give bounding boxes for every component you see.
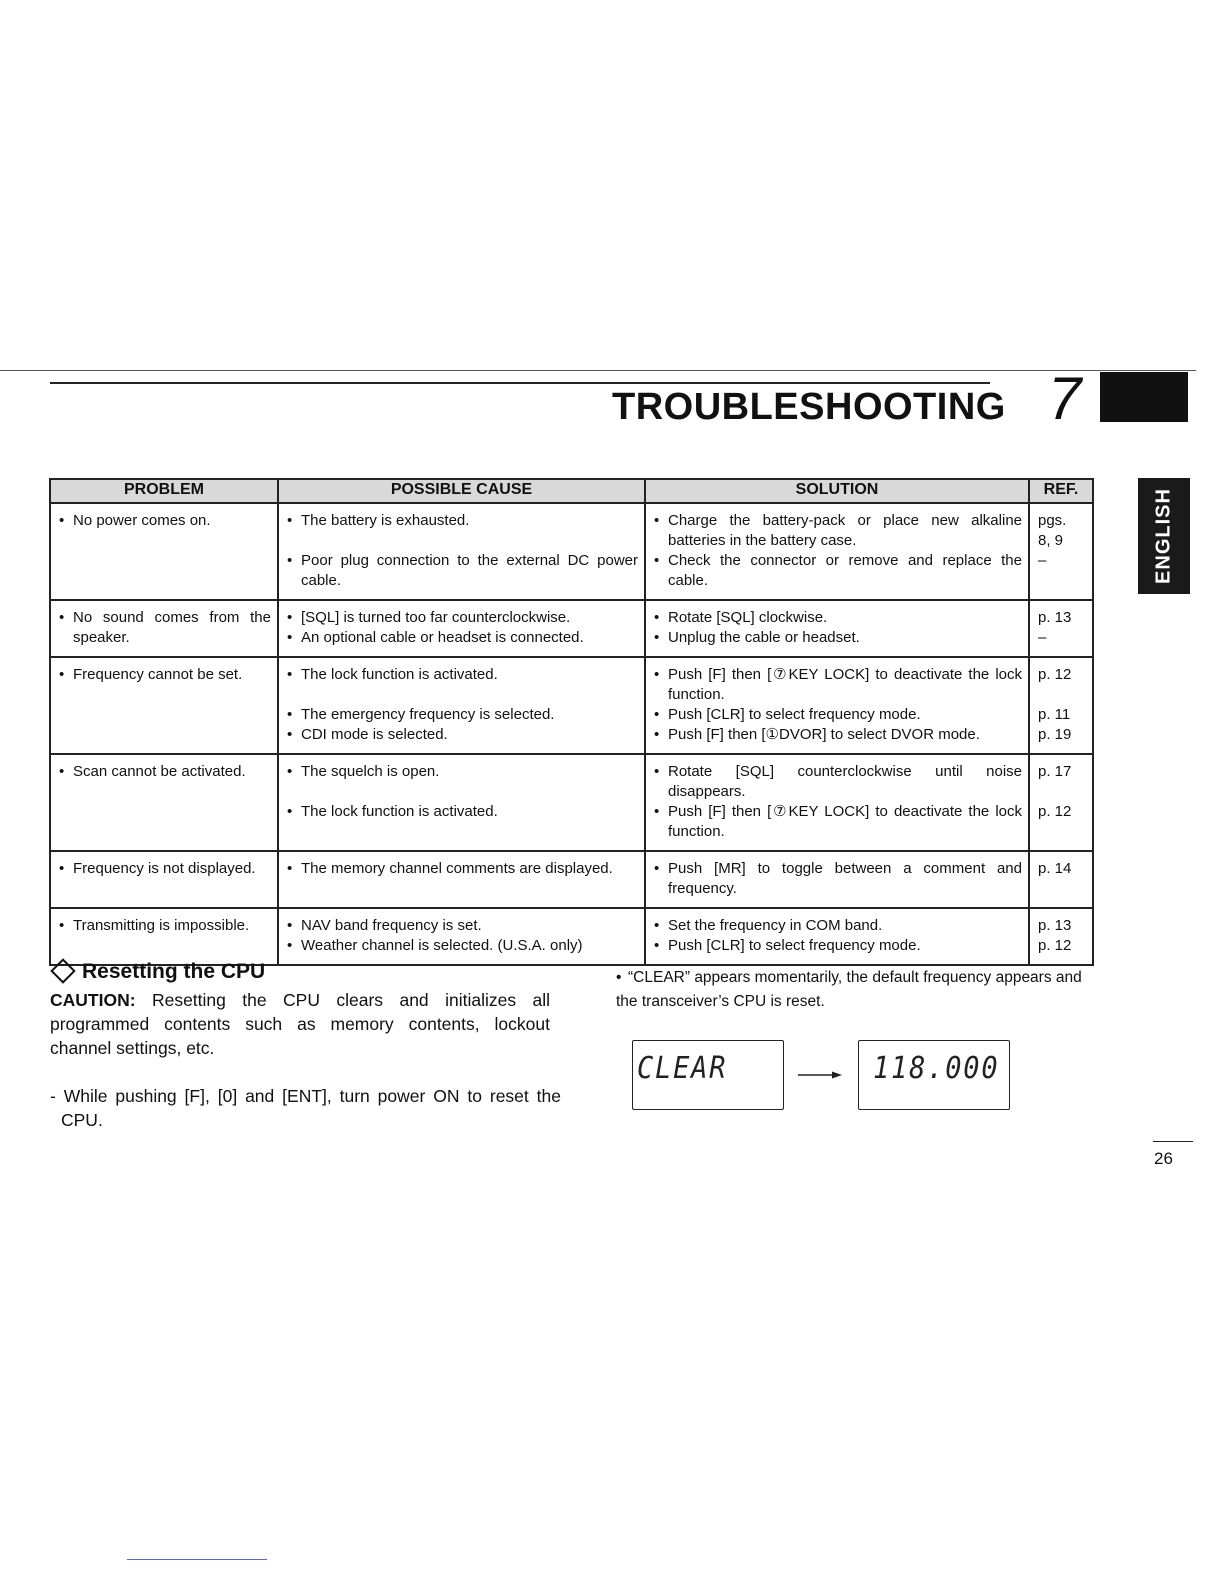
solution-line: • Push [F] then [⑦KEY LOCK] to deactivate the lock function. xyxy=(654,802,1022,842)
ref-line: p. 11 xyxy=(1038,706,1071,723)
page-title: TROUBLESHOOTING xyxy=(612,386,1006,428)
clear-note-text: “CLEAR” appears momentarily, the default frequency appears and the transceiver’s CPU is reset. xyxy=(616,969,1082,1010)
top-rule xyxy=(0,370,1196,371)
problem-line: • Scan cannot be activated. xyxy=(59,762,271,782)
chapter-marker-block xyxy=(1100,372,1188,422)
cell-solution xyxy=(645,657,1029,754)
caution-label: CAUTION: xyxy=(50,990,136,1010)
scan-artifact-line xyxy=(127,1559,267,1560)
solution-line: • Push [CLR] to select frequency mode. xyxy=(654,705,1022,725)
spacer xyxy=(1038,782,1086,802)
ref-line: pgs. xyxy=(1038,512,1067,529)
caution-paragraph xyxy=(50,988,550,1060)
reset-heading xyxy=(50,960,265,984)
cause-line: • NAV band frequency is set. xyxy=(287,916,638,936)
cause-line: • The lock function is activated. xyxy=(287,665,638,685)
solution-line: • Unplug the cable or headset. xyxy=(654,628,1022,648)
cell-cause xyxy=(278,600,645,657)
cell-cause xyxy=(278,657,645,754)
spacer xyxy=(287,531,638,551)
ref-line: p. 14 xyxy=(1038,860,1072,877)
lcd-clear-text: CLEAR xyxy=(637,1051,728,1086)
cell-problem xyxy=(50,657,278,754)
cell-cause xyxy=(278,908,645,965)
spacer xyxy=(287,685,638,705)
cause-line: • Weather channel is selected. (U.S.A. only) xyxy=(287,936,638,956)
solution-line: • Push [CLR] to select frequency mode. xyxy=(654,936,1022,956)
cell-ref xyxy=(1029,754,1093,851)
header-cause: POSSIBLE CAUSE xyxy=(278,479,645,503)
cell-problem xyxy=(50,503,278,600)
cause-line: • Poor plug connection to the external DC power cable. xyxy=(287,551,638,591)
solution-line: • Set the frequency in COM band. xyxy=(654,916,1022,936)
cause-line: • [SQL] is turned too far counterclockwise. xyxy=(287,608,638,628)
title-rule xyxy=(50,382,990,384)
cell-cause xyxy=(278,754,645,851)
cell-solution xyxy=(645,503,1029,600)
ref-line: p. 19 xyxy=(1038,726,1072,743)
spacer xyxy=(1038,685,1086,705)
language-tab-label: ENGLISH xyxy=(1152,488,1175,584)
ref-line: p. 13 xyxy=(1038,917,1072,934)
table-row xyxy=(50,657,1093,754)
problem-line: • No power comes on. xyxy=(59,511,271,531)
solution-line: • Push [F] then [①DVOR] to select DVOR mode. xyxy=(654,725,1022,745)
cell-problem xyxy=(50,600,278,657)
cause-line: • CDI mode is selected. xyxy=(287,725,638,745)
cause-line: • The memory channel comments are displayed. xyxy=(287,859,638,879)
problem-line: • No sound comes from the speaker. xyxy=(59,608,271,648)
table-row xyxy=(50,503,1093,600)
problem-line: • Frequency cannot be set. xyxy=(59,665,271,685)
solution-line: • Charge the battery-pack or place new alkaline batteries in the battery case. xyxy=(654,511,1022,551)
ref-line: p. 17 xyxy=(1038,763,1072,780)
solution-line: • Push [F] then [⑦KEY LOCK] to deactivate the lock function. xyxy=(654,665,1022,705)
cause-line: • The emergency frequency is selected. xyxy=(287,705,638,725)
solution-line: • Rotate [SQL] clockwise. xyxy=(654,608,1022,628)
table-row xyxy=(50,908,1093,965)
cause-line: • An optional cable or headset is connected. xyxy=(287,628,638,648)
solution-line: • Rotate [SQL] counterclockwise until noise disappears. xyxy=(654,762,1022,802)
cell-ref xyxy=(1029,657,1093,754)
solution-line: • Push [MR] to toggle between a comment and frequency. xyxy=(654,859,1022,899)
caution-text: Resetting the CPU clears and initializes all programmed contents such as memory contents, lockout channel settings, etc. xyxy=(50,990,550,1058)
lcd-frequency-text: 118.000 xyxy=(873,1051,1000,1086)
ref-line: p. 12 xyxy=(1038,803,1072,820)
cell-cause xyxy=(278,851,645,908)
header-solution: SOLUTION xyxy=(645,479,1029,503)
ref-line: p. 12 xyxy=(1038,666,1072,683)
cause-line: • The lock function is activated. xyxy=(287,802,638,822)
reset-instruction: - While pushing [F], [0] and [ENT], turn power ON to reset the CPU. xyxy=(50,1086,561,1130)
ref-line: p. 13 xyxy=(1038,609,1072,626)
troubleshooting-table xyxy=(49,478,1094,966)
cell-solution xyxy=(645,851,1029,908)
clear-note: • “CLEAR” appears momentarily, the default frequency appears and the transceiver’s CPU is reset. xyxy=(616,969,1082,1010)
cause-line: • The battery is exhausted. xyxy=(287,511,638,531)
ref-line: p. 12 xyxy=(1038,937,1072,954)
cell-problem xyxy=(50,908,278,965)
cell-problem xyxy=(50,754,278,851)
table-row xyxy=(50,754,1093,851)
spacer xyxy=(287,782,638,802)
solution-line: • Check the connector or remove and replace the cable. xyxy=(654,551,1022,591)
cell-solution xyxy=(645,600,1029,657)
table-header-row xyxy=(50,479,1093,503)
cell-ref xyxy=(1029,503,1093,600)
cell-solution xyxy=(645,754,1029,851)
cell-cause xyxy=(278,503,645,600)
cause-line: • The squelch is open. xyxy=(287,762,638,782)
lcd-display-frequency xyxy=(858,1040,1010,1110)
cell-ref xyxy=(1029,851,1093,908)
cell-ref xyxy=(1029,908,1093,965)
arrow-right-icon xyxy=(798,1070,842,1080)
ref-line: – xyxy=(1038,629,1047,646)
language-tab xyxy=(1138,478,1190,594)
page-number-rule xyxy=(1153,1141,1193,1142)
lcd-display-clear xyxy=(632,1040,784,1110)
chapter-number: 7 xyxy=(1048,365,1082,432)
cell-ref xyxy=(1029,600,1093,657)
reset-heading-text: Resetting the CPU xyxy=(82,960,266,983)
problem-line: • Transmitting is impossible. xyxy=(59,916,271,936)
table-body xyxy=(50,503,1093,965)
diamond-icon xyxy=(50,959,75,984)
header-problem: PROBLEM xyxy=(50,479,278,503)
header-ref: REF. xyxy=(1029,479,1093,503)
cell-problem xyxy=(50,851,278,908)
page-number: 26 xyxy=(1154,1149,1173,1168)
ref-line: – xyxy=(1038,552,1047,569)
table-row xyxy=(50,851,1093,908)
problem-line: • Frequency is not displayed. xyxy=(59,859,271,879)
table-row xyxy=(50,600,1093,657)
cell-solution xyxy=(645,908,1029,965)
ref-line: 8, 9 xyxy=(1038,532,1064,549)
